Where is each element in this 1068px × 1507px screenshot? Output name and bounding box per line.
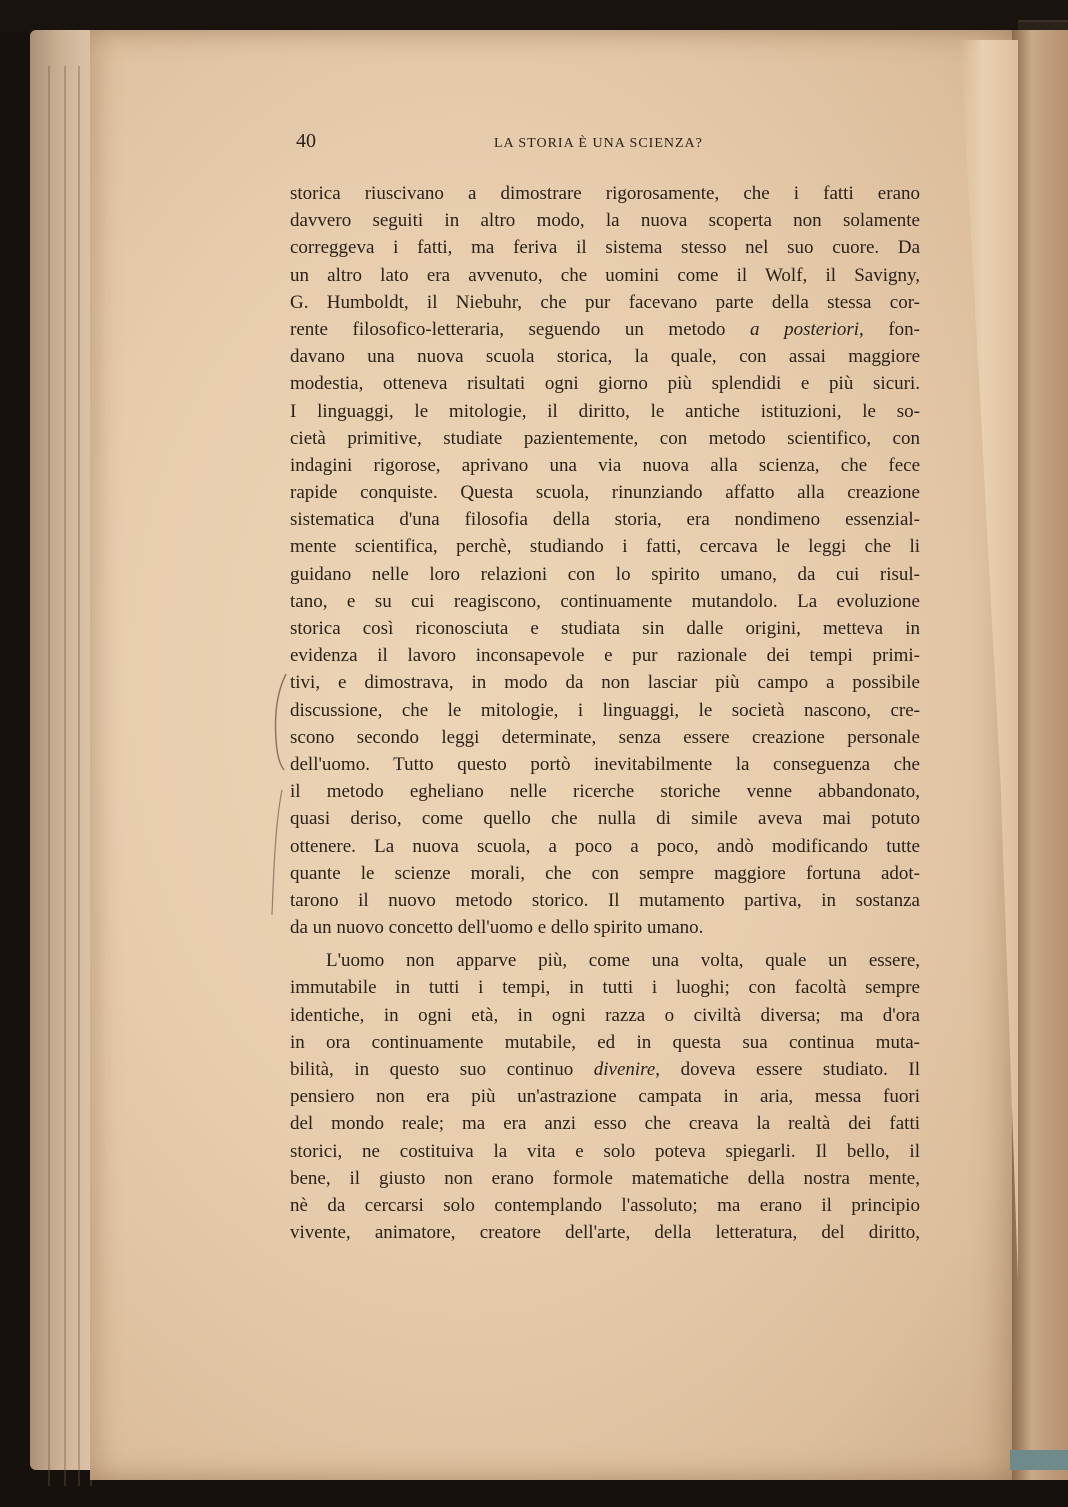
text-line: un altro lato era avvenuto, che uomini come il Wolf, il Savigny,	[290, 264, 920, 286]
text-line: il metodo egheliano nelle ricerche storiche venne abbandonato,	[290, 781, 920, 803]
text-line: vivente, animatore, creatore dell'arte, della letteratura, del diritto,	[290, 1222, 920, 1244]
page-number: 40	[296, 130, 316, 152]
text-line: sistematica d'una filosofia della storia, era nondimeno essenzial-	[290, 509, 920, 531]
italic-phrase: a posteriori	[750, 318, 860, 340]
paragraph-1	[290, 180, 920, 941]
text-line: quante le scienze morali, che con sempre maggiore fortuna adot-	[290, 862, 920, 884]
pencil-margin-mark	[268, 670, 292, 920]
text-line: storici, ne costituiva la vita e solo poteva spiegarli. Il bello, il	[290, 1140, 920, 1162]
text-line: ottenere. La nuova scuola, a poco a poco, andò modificando tutte	[290, 835, 920, 857]
running-head	[296, 130, 926, 160]
text-line: discussione, che le mitologie, i linguaggi, le società nascono, cre-	[290, 699, 920, 721]
text-line: davvero seguiti in altro modo, la nuova scoperta non solamente	[290, 210, 920, 232]
text-line: storica così riconosciuta e studiata sin dalle origini, metteva in	[290, 618, 920, 639]
text-line: bilità, in questo suo continuo divenire, doveva essere studiato. Il	[290, 1059, 920, 1080]
running-title: LA STORIA È UNA SCIENZA?	[494, 136, 703, 151]
page-edge-line	[78, 66, 80, 1486]
text-line: scono secondo leggi determinate, senza essere creazione personale	[290, 726, 920, 748]
text-line: quasi deriso, come quello che nulla di simile aveva mai potuto	[290, 808, 920, 830]
text-line: cietà primitive, studiate pazientemente, con metodo scientifico, con	[290, 427, 920, 449]
text-line: modestia, otteneva risultati ogni giorno più splendidi e più sicuri.	[290, 373, 920, 395]
text-line: pensiero non era più un'astrazione campata in aria, messa fuori	[290, 1086, 920, 1108]
italic-phrase: divenire	[593, 1059, 656, 1080]
binding-strip	[1010, 1450, 1068, 1470]
text-line: mente scientifica, perchè, studiando i fatti, cercava le leggi che li	[290, 536, 920, 558]
text-line: tivi, e dimostrava, in modo da non lasciar più campo a possibile	[290, 672, 920, 694]
text-line: storica riuscivano a dimostrare rigorosamente, che i fatti erano	[290, 183, 920, 204]
text-line: rente filosofico-letteraria, seguendo un metodo a posteriori, fon-	[290, 318, 921, 340]
text-line: immutabile in tutti i tempi, in tutti i luoghi; con facoltà sempre	[290, 977, 920, 999]
text-line: del mondo reale; ma era anzi esso che creava la realtà dei fatti	[290, 1113, 920, 1135]
text-line: indagini rigorose, aprivano una via nuova alla scienza, che fece	[290, 454, 920, 476]
text-line: correggeva i fatti, ma feriva il sistema stesso nel suo cuore. Da	[290, 237, 920, 259]
text-line: G. Humboldt, il Niebuhr, che pur facevano parte della stessa cor-	[290, 291, 920, 313]
text-line: rapide conquiste. Questa scuola, rinunziando affatto alla creazione	[290, 482, 920, 504]
text-line: davano una nuova scuola storica, la quale, con assai maggiore	[290, 346, 920, 368]
text-line: bene, il giusto non erano formole matematiche della nostra mente,	[290, 1167, 920, 1189]
text-line: tarono il nuovo metodo storico. Il mutamento partiva, in sostanza	[290, 889, 920, 911]
paragraph-2	[290, 947, 920, 1246]
page-edge-line	[48, 66, 50, 1486]
text-line: evidenza il lavoro inconsapevole e pur razionale dei tempi primi-	[290, 645, 920, 667]
text-line: identiche, in ogni età, in ogni razza o civiltà diversa; ma d'ora	[290, 1004, 920, 1026]
text-line: tano, e su cui reagiscono, continuamente mutandolo. La evoluzione	[290, 590, 920, 612]
text-line: dell'uomo. Tutto questo portò inevitabilmente la conseguenza che	[290, 753, 920, 775]
body-text	[290, 180, 920, 1246]
text-line: I linguaggi, le mitologie, il diritto, le antiche istituzioni, le so-	[290, 400, 920, 422]
text-line: nè da cercarsi solo contemplando l'assoluto; ma erano il principio	[290, 1194, 920, 1216]
text-line: da un nuovo concetto dell'uomo e dello spirito umano.	[290, 917, 704, 939]
page-edge-line	[64, 66, 66, 1486]
scan-top-border	[0, 0, 1068, 32]
book-gutter	[1012, 30, 1068, 1480]
text-line: L'uomo non apparve più, come una volta, quale un essere,	[326, 950, 920, 972]
text-line: in ora continuamente mutabile, ed in questa sua continua muta-	[290, 1031, 920, 1053]
text-line: guidano nelle loro relazioni con lo spirito umano, da cui risul-	[290, 563, 920, 585]
